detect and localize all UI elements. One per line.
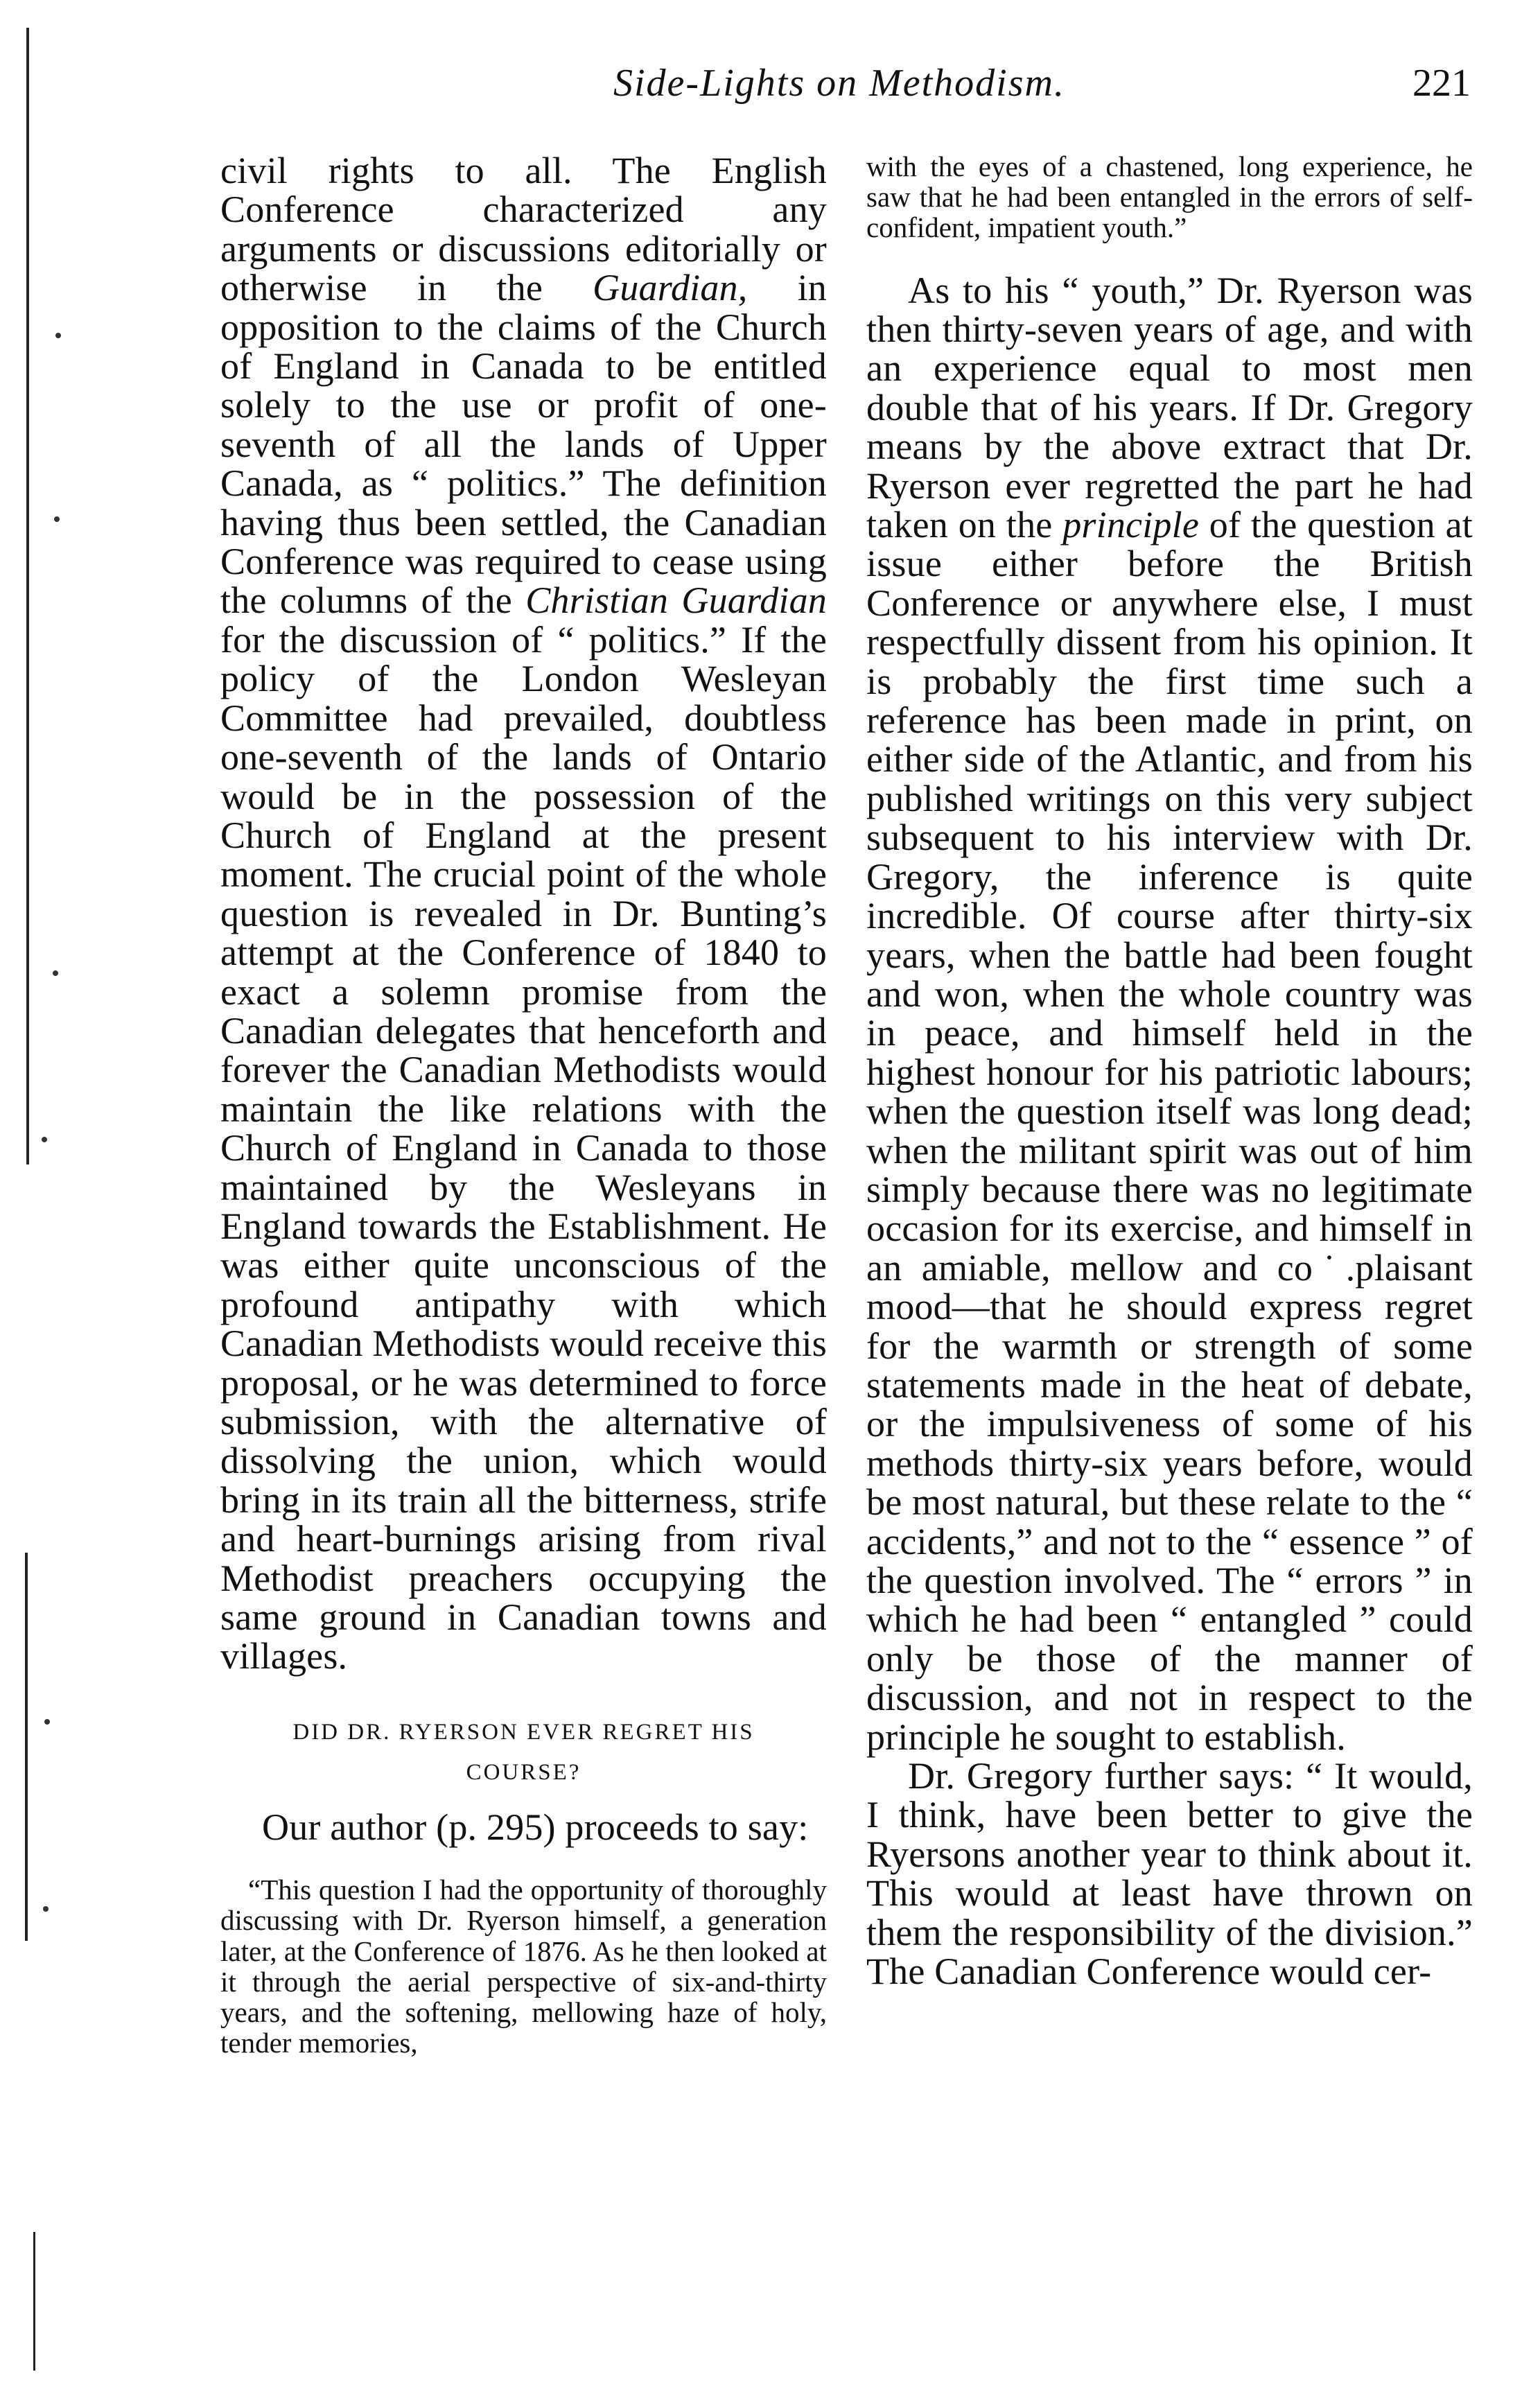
body-paragraph: As to his “ youth,” Dr. Ryerson was then thirty-seven years of age, and with an experience equal to most men double that of his years. If Dr. Gregory means by the above extract that Dr. Ryerson ever regretted the part he had taken on the principle of the question at issue either before the British Conference or anywhere else, I must respectfully dissent from his opinion. It is probably the first time such a reference has been made in print, on either side of the Atlantic, and from his published writings on this very subject subsequent to his interview with Dr. Gregory, the inference is quite incredible. Of course after thirty-six years, when the battle had been fought and won, when the whole country was in peace, and himself held in the highest honour for his patriotic labours; when the question itself was long dead; when the militant spirit was out of him simply because there was no legitimate occasion for its exercise, and himself in an amiable, mellow and co˙.plaisant mood—that he should express regret for the warmth or strength of some statements made in the heat of debate, or the impulsiveness of some of his methods thirty-six years before, would be most natural, but these relate to the “ accidents,” and not to the “ essence ” of the question involved. The “ errors ” in which he had been “ entangled ” could only be those of the manner of discussion, and not in respect to the principle he sought to establish.: [866, 269, 1473, 1758]
binding-edge-mark: [42, 1137, 47, 1142]
binding-edge-mark: [54, 516, 60, 522]
running-header: [208, 61, 1498, 116]
block-quote: “This question I had the opportunity of thoroughly discussing with Dr. Ryerson himself, a generation later, at the Conference of 1876. As he then looked at it through the aerial perspective of six-and-thirty years, and the softening, mellowing haze of holy, tender memories,: [220, 1874, 827, 2059]
body-paragraph: civil rights to all. The English Conference characterized any arguments or discussions editorially or otherwise in the Guardian, in opposition to the claims of the Church of England in Canada to be entitled solely to the use or profit of one-seventh of all the lands of Upper Canada, as “ politics.” The definition having thus been settled, the Canadian Conference was required to cease using the columns of the Christian Guardian for the discussion of “ politics.” If the policy of the London Wesleyan Committee had prevailed, doubtless one-seventh of the lands of Ontario would be in the possession of the Church of England at the present moment. The crucial point of the whole question is revealed in Dr. Bunting’s attempt at the Conference of 1840 to exact a solemn promise from the Canadian delegates that henceforth and forever the Canadian Methodists would maintain the like relations with the Church of England in Canada to those maintained by the Wesleyans in England towards the Establishment. He was either quite unconscious of the profound antipathy with which Canadian Methodists would receive this proposal, or he was determined to force submission, with the alternative of dissolving the union, which would bring in its train all the bitterness, strife and heart-burnings arising from rival Methodist preachers occupying the same ground in Canadian towns and villages.: [220, 150, 827, 1677]
left-column: [220, 151, 827, 2058]
page-number: 221: [1412, 62, 1471, 105]
block-quote-continued: with the eyes of a chastened, long experience, he saw that he had been entangled in the errors of self-confident, impatient youth.”: [866, 150, 1473, 244]
binding-edge-line: [25, 1553, 28, 1941]
binding-edge-mark: [44, 1719, 50, 1725]
binding-edge-mark: [53, 970, 58, 976]
right-column: [866, 151, 1473, 1991]
running-title: Side-Lights on Methodism.: [613, 62, 1065, 105]
body-paragraph: Dr. Gregory further says: “ It would, I think, have been better to give the Ryersons another year to think about it. This would at least have thrown on them the responsibility of the division.” The Canadian Conference would cer-: [866, 1755, 1473, 1993]
body-paragraph: Our author (p. 295) proceeds to say:: [262, 1806, 809, 1848]
section-subheading: DID DR. RYERSON EVER REGRET HIS COURSE?: [292, 1719, 755, 1785]
binding-edge-line: [33, 2232, 35, 2371]
italic-title-christian-guardian: Christian Guardian: [525, 579, 827, 622]
italic-word-principle: principle: [1062, 504, 1199, 546]
binding-edge-line: [26, 28, 29, 1164]
italic-title-guardian: Guardian,: [593, 267, 748, 309]
binding-edge-mark: [55, 333, 61, 338]
binding-edge-mark: [43, 1906, 49, 1912]
